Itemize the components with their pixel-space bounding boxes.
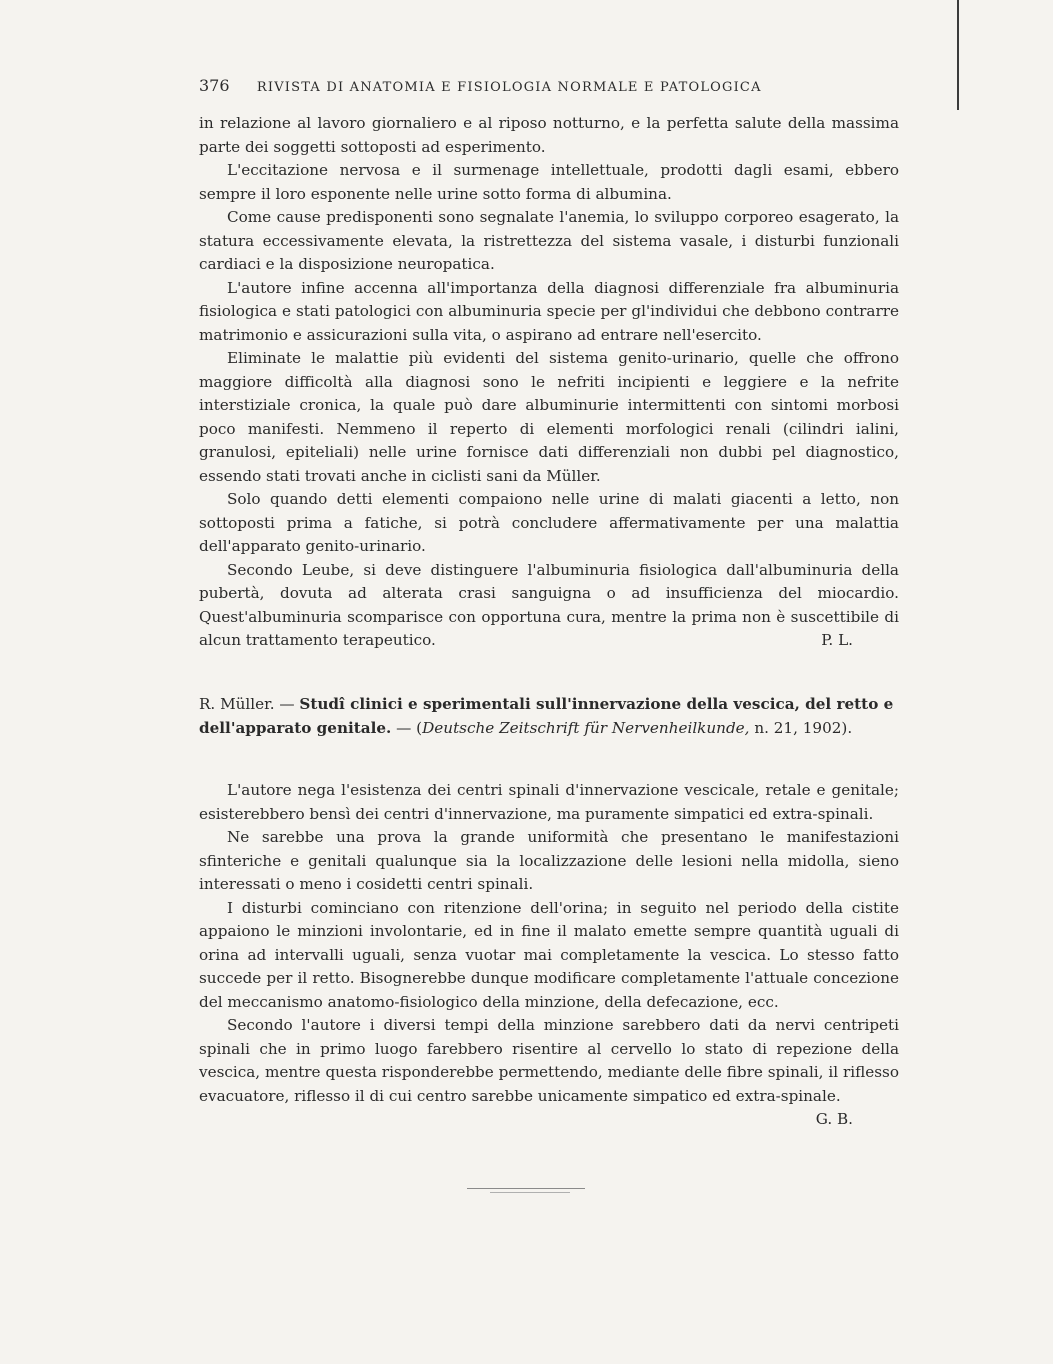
article-source-prefix: — (: [396, 718, 423, 737]
signature: G. B.: [815, 1110, 853, 1128]
signature: P. L.: [821, 631, 853, 649]
paragraph: Come cause predisponenti sono segnalate l'anemia, lo sviluppo corporeo esagerato, la statura eccessivamente elevata, la ristrettezza del sistema vasale, i disturbi funzionali cardiaci e la disposizione neuropatica.: [199, 208, 899, 273]
paragraph: L'autore infine accenna all'importanza della diagnosi differenziale fra albuminuria fisiologica e stati patologici con albuminuria specie per gl'individui che debbono contrarre matrimonio e assicurazioni sulla vita, o aspirano ad entrare nell'esercito.: [199, 278, 899, 344]
journal-title: RIVISTA DI ANATOMIA E FISIOLOGIA NORMALE E PATOLOGICA: [256, 80, 762, 95]
paragraph-text: Secondo Leube, si deve distinguere l'albuminuria fisiologica dall'albuminuria della pubertà, dovuta ad alterata crasi sanguigna o ad insufficienza del miocardio. Quest'albuminuria scomparisce con opportuna cura, mentre la prima non è suscettibile di alcun trattamento terapeutico.: [199, 560, 899, 649]
paragraph: Ne sarebbe una prova la grande uniformità che presentano le manifestazioni sfinteriche e genitali qualunque sia la localizzazione delle lesioni nella midolla, sieno interessati o meno i cosidetti centri spinali.: [199, 828, 899, 893]
paragraph: I disturbi cominciano con ritenzione dell'orina; in seguito nel periodo della cistite appaiono le minzioni involontarie, ed in fine il malato emette sempre quantità uguali di orina ad intervalli uguali, senza vuotar mai completamente la vescica. Lo stesso fatto succede per il retto. Bisognerebbe dunque modificare completamente l'attuale concezione del meccanismo anatomo-fisiologico della minzione, della defecazione, ecc.: [199, 898, 899, 1011]
article-source-journal: Deutsche Zeitschrift für Nervenheilkunde,: [422, 718, 750, 737]
article-dash: —: [279, 695, 295, 713]
paragraph: Eliminate le malattie più evidenti del sistema genito-urinario, quelle che offrono maggiore difficoltà alla diagnosi sono le nefriti incipienti e leggiere e la nefrite interstiziale cronica, la quale può dare albuminurie intermittenti con sintomi morbosi poco manifesti. Nemmeno il reperto di elementi morfologici renali (cilindri ialini, granulosi, epiteliali) nelle urine fornisce dati differenziali non dubbi pel diagnostico, essendo stati trovati anche in ciclisti sani da Müller.: [199, 349, 899, 485]
paragraph: Secondo l'autore i diversi tempi della minzione sarebbero dati da nervi centripeti spinali che in primo luogo farebbero risentire al cervello lo stato di repezione della vescica, mentre questa risponderebbe permettendo, mediante delle fibre spinali, il riflesso evacuatore, riflesso il di cui centro sarebbe unicamente simpatico ed extra-spinale.: [199, 1016, 899, 1105]
paragraph: L'autore nega l'esistenza dei centri spinali d'innervazione vescicale, retale e genitale; esisterebbero bensì dei centri d'innervazione, ma puramente simpatici ed extra-spinali.: [199, 781, 899, 823]
article-title: Studî clinici e sperimentali sull'innervazione della vescica, del retto e dell'apparato genitale.: [199, 695, 894, 737]
running-header: [199, 76, 819, 95]
paragraph: Solo quando detti elementi compaiono nelle urine di malati giacenti a letto, non sottoposti prima a fatiche, si potrà concludere affermativamente per una malattia dell'apparato genito-urinario.: [199, 490, 899, 555]
article-heading: [199, 693, 899, 740]
paragraph: in relazione al lavoro giornaliero e al riposo notturno, e la perfetta salute della massima parte dei soggetti sottoposti ad esperimento.: [199, 114, 899, 156]
paragraph: [199, 559, 899, 653]
first-article-body: [199, 112, 899, 653]
page-edge-line: [957, 0, 959, 110]
end-rule: [467, 1188, 585, 1190]
second-article-body: [199, 779, 899, 1132]
paragraph: L'eccitazione nervosa e il surmenage intellettuale, prodotti dagli esami, ebbero sempre il loro esponente nelle urine sotto forma di albumina.: [199, 161, 899, 203]
end-rule-secondary: [490, 1192, 570, 1194]
article-author: R. Müller.: [199, 695, 275, 713]
page-number: 376: [199, 76, 230, 95]
article-source-suffix: n. 21, 1902).: [749, 718, 853, 737]
